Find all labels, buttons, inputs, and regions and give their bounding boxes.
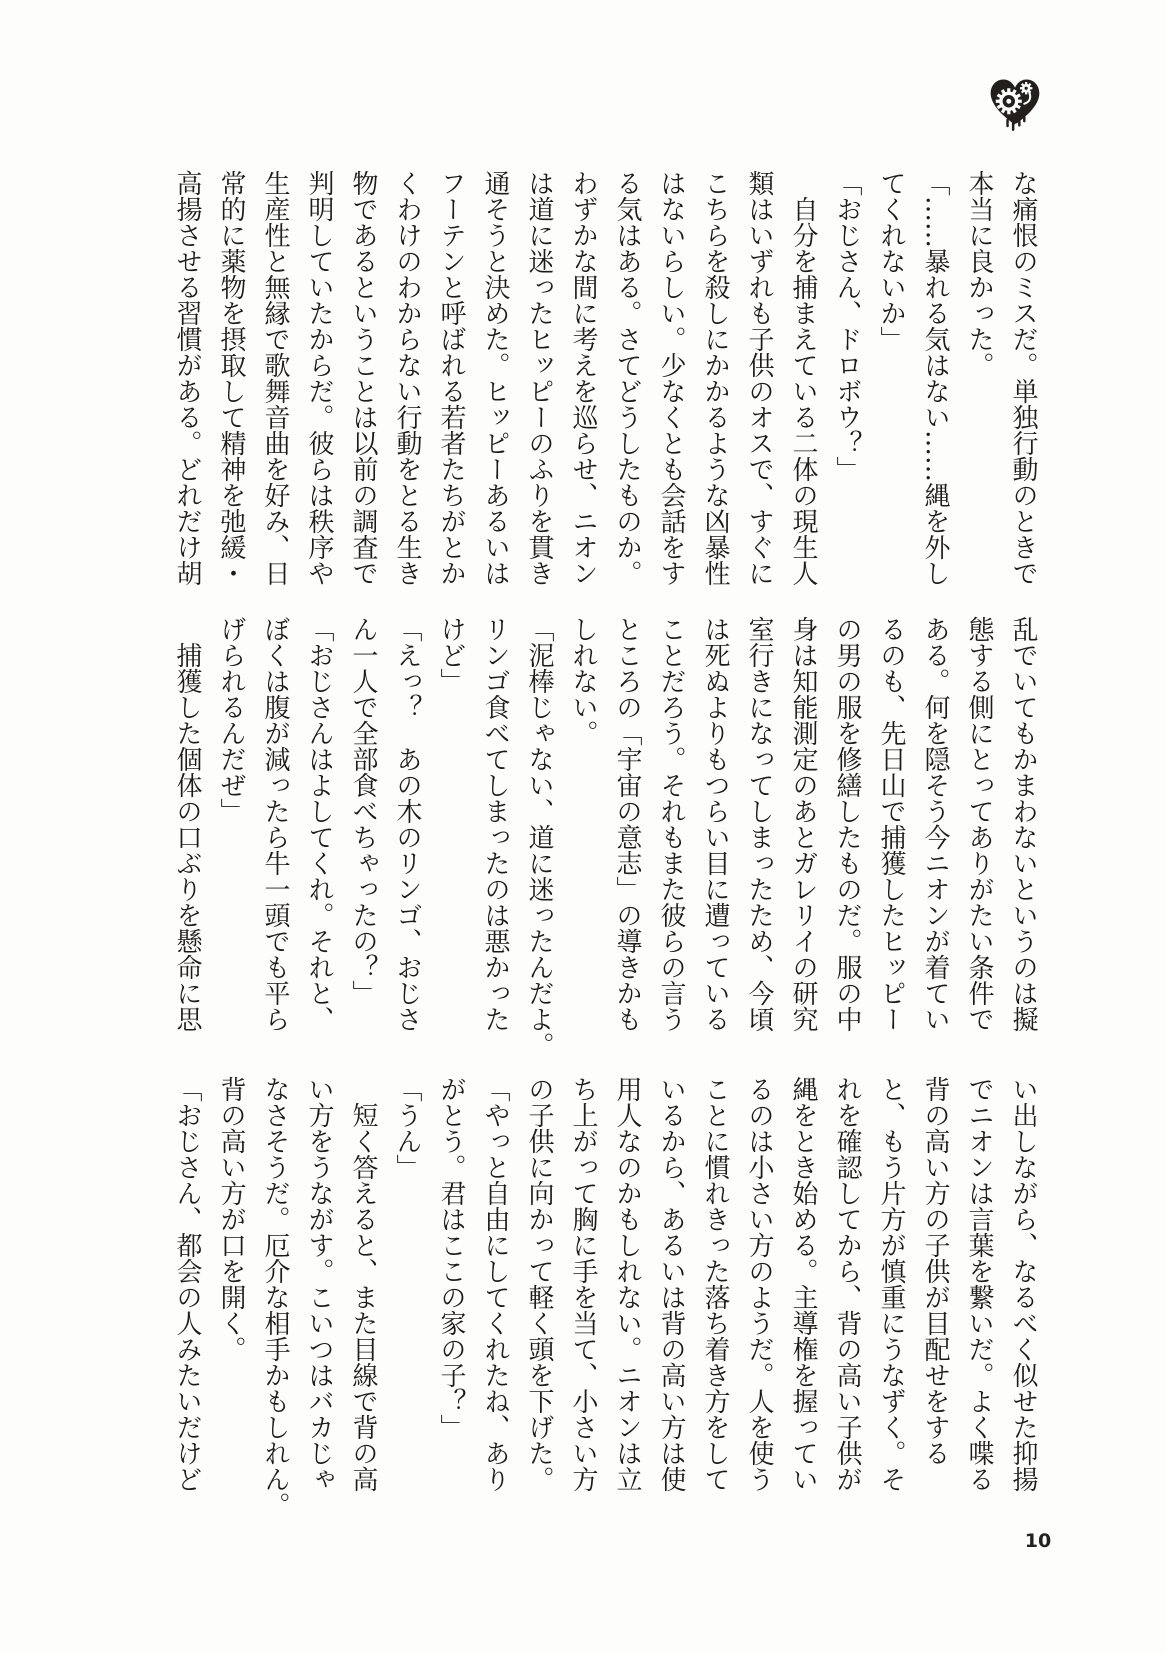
text-line: けど」 (436, 616, 466, 694)
text-line: 類はいずれも子供のオスで、すぐに (744, 170, 774, 586)
text-line: 「えっ？ あの木のリンゴ、おじさ (392, 616, 422, 1032)
text-line: る気はある。さてどうしたものか。 (612, 170, 642, 586)
text-line: 背の高い方が口を開く。 (216, 1076, 246, 1362)
text-line: ことだろう。それもまた彼らの言う (656, 616, 686, 1032)
text-line: しれない。 (568, 616, 598, 746)
text-band-2 (165, 616, 1045, 1058)
text-line: 室行きになってしまったため、今頃 (744, 616, 774, 1032)
text-line: い出しながら、なるべく似せた抑揚 (1008, 1076, 1038, 1492)
text-line: こちらを殺しにかかるような凶暴性 (700, 170, 730, 586)
text-line: 生産性と無縁で歌舞音曲を好み、日 (260, 170, 290, 586)
text-line: ぼくは腹が減ったら牛一頭でも平ら (260, 616, 290, 1032)
text-line: リンゴ食べてしまったのは悪かった (480, 616, 510, 1032)
text-line: 「うん」 (392, 1076, 422, 1180)
text-line: 「やっと自由にしてくれたね、あり (480, 1076, 510, 1492)
text-line: 背の高い方の子供が目配せをする (920, 1076, 950, 1466)
text-line: 常的に薬物を摂取して精神を弛緩・ (216, 170, 246, 586)
text-line: と、もう片方が慎重にうなずく。そ (876, 1076, 906, 1492)
text-line: フーテンと呼ばれる若者たちがとか (436, 170, 466, 586)
text-line: いるから、あるいは背の高い方は使 (656, 1076, 686, 1492)
text-line: 判明していたからだ。彼らは秩序や (304, 170, 334, 586)
text-line: 捕獲した個体の口ぶりを懸命に思 (172, 616, 202, 1032)
text-line: 本当に良かった。 (964, 170, 994, 378)
text-line: 短く答えると、また目線で背の高 (348, 1076, 378, 1492)
text-line: 「おじさん、都会の人みたいだけど (172, 1076, 202, 1492)
text-line: 自分を捕まえている二体の現生人 (788, 170, 818, 586)
text-band-1 (165, 170, 1045, 586)
text-line: の子供に向かって軽く頭を下げた。 (524, 1076, 554, 1492)
text-line: れを確認してから、背の高い子供が (832, 1076, 862, 1492)
text-line: 通そうと決めた。ヒッピーあるいは (480, 170, 510, 586)
text-line: 物であるということは以前の調査で (348, 170, 378, 586)
text-line: 乱でいてもかまわないというのは擬 (1008, 616, 1038, 1032)
text-line: 身は知能測定のあとガレリイの研究 (788, 616, 818, 1032)
text-line: わずかな間に考えを巡らせ、ニオン (568, 170, 598, 586)
clockwork-heart-logo (984, 68, 1046, 132)
text-line: るのも、先日山で捕獲したヒッピー (876, 616, 906, 1032)
text-line: 高揚させる習慣がある。どれだけ胡 (172, 170, 202, 586)
text-line: なさそうだ。厄介な相手かもしれん。 (260, 1076, 290, 1518)
text-line: な痛恨のミスだ。単独行動のときで (1008, 170, 1038, 586)
text-line: 「おじさん、ドロボウ？」 (832, 170, 862, 482)
text-line: ある。何を隠そう今ニオンが着てい (920, 616, 950, 1032)
text-line: ことに慣れきった落ち着き方をして (700, 1076, 730, 1492)
text-line: 「おじさんはよしてくれ。それと、 (304, 616, 334, 1032)
text-line: げられるんだぜ」 (216, 616, 246, 824)
text-line: ち上がって胸に手を当て、小さい方 (568, 1076, 598, 1492)
text-band-3 (165, 1076, 1045, 1518)
text-line: は死ぬよりもつらい目に遭っている (700, 616, 730, 1032)
heart-gear-icon (984, 68, 1046, 132)
text-line: は道に迷ったヒッピーのふりを貫き (524, 170, 554, 586)
text-line: てくれないか」 (876, 170, 906, 352)
text-line: の男の服を修繕したものだ。服の中 (832, 616, 862, 1032)
text-line: るのは小さい方のようだ。人を使う (744, 1076, 774, 1492)
text-line: はないらしい。少なくとも会話をす (656, 170, 686, 586)
page-number: 10 (1024, 1530, 1052, 1552)
text-line: い方をうながす。こいつはバカじゃ (304, 1076, 334, 1492)
text-line: ところの「宇宙の意志」の導きかも (612, 616, 642, 1032)
text-line: でニオンは言葉を繋いだ。よく喋る (964, 1076, 994, 1492)
text-line: 「……暴れる気はない……縄を外し (920, 170, 950, 586)
text-line: 「泥棒じゃない、道に迷ったんだよ。 (524, 616, 554, 1058)
text-line: くわけのわからない行動をとる生き (392, 170, 422, 586)
text-line: 用人なのかもしれない。ニオンは立 (612, 1076, 642, 1492)
text-line: がとう。君はここの家の子？」 (436, 1076, 466, 1440)
text-line: ん一人で全部食べちゃったの？」 (348, 616, 378, 1006)
text-line: 縄をとき始める。主導権を握ってい (788, 1076, 818, 1492)
text-line: 態する側にとってありがたい条件で (964, 616, 994, 1032)
